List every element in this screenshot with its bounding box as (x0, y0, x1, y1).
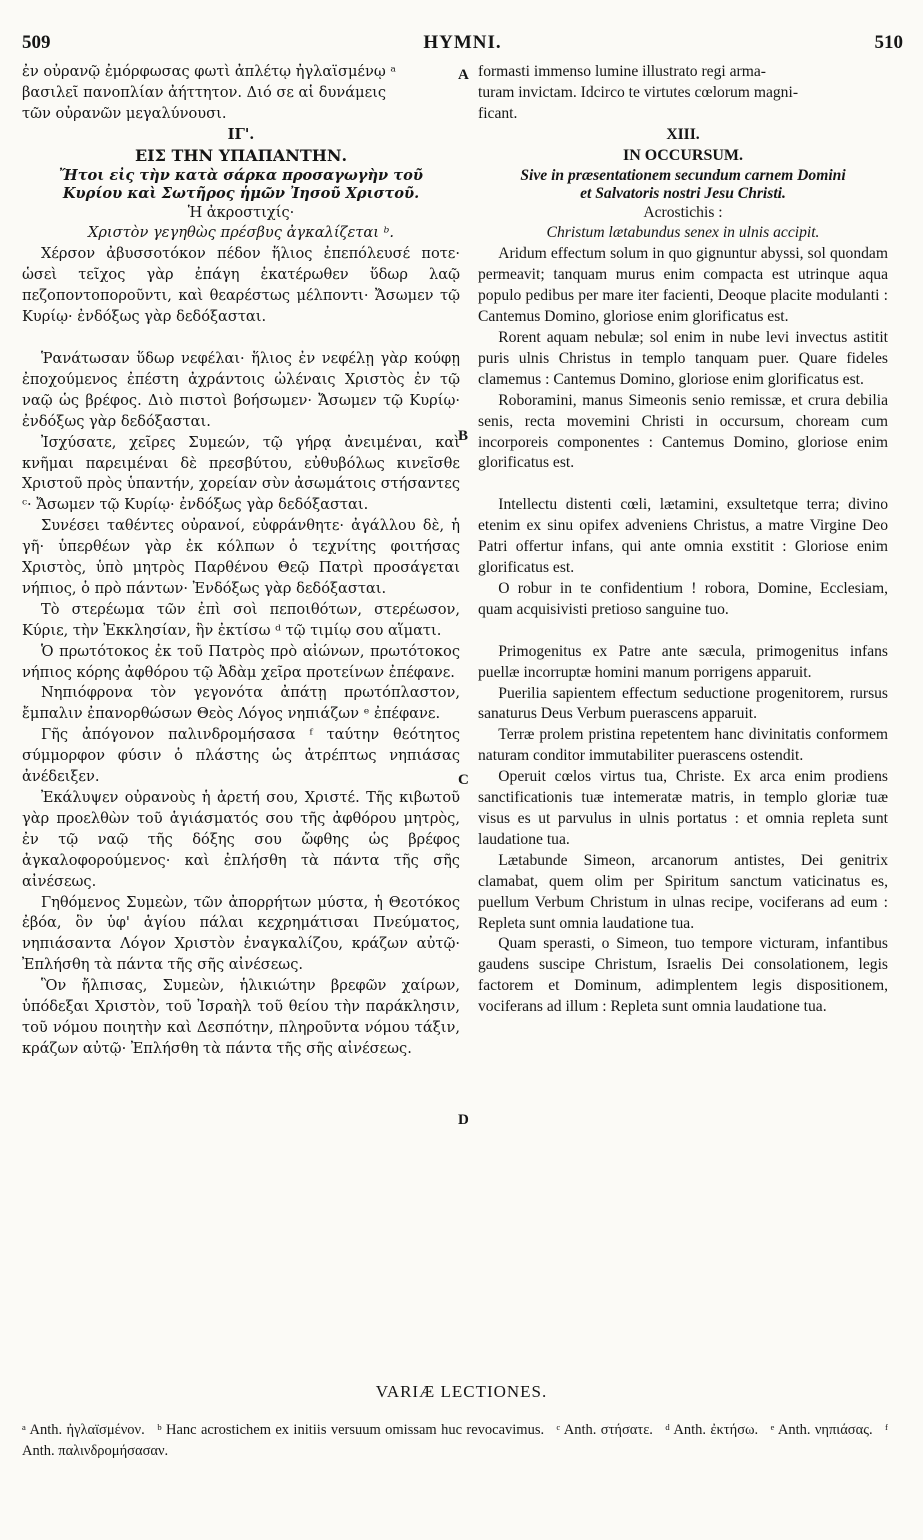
greek-verse: Γηθόμενος Συμεὼν, τῶν ἀπορρήτων μύστα, ἡ Θεοτόκος ἐβόα, ὃν ὑφ' ἁγίου πάλαι κεχρημάτισαι Πνεύματος, νηπιάσαντα Λόγον Χριστὸν ἐναγκαλίζου, κράζων αὐτῷ· Ἐπλήσθη τὰ πάντα τῆς σῆς αἰνέσεως. (22, 893, 460, 974)
latin-verse: Lætabunde Simeon, arcanorum antistes, Dei genitrix clamabat, quem olim per Spiritum sanctum vaticinatus es, puellum Verbum Christum in ulnas recipe, vociferans ad eum : Repleta sunt omnia laudatione tua. (478, 851, 888, 932)
greek-column (22, 62, 460, 1060)
latin-verse: Roboramini, manus Simeonis senio remissæ, et crura debilia senis, recta movemini Christi in occursum, choream cum incorporeis componentes : Cantemus Domino, gloriose enim glorificatus est. (478, 391, 888, 472)
footnote: ᵇ Hanc acrostichem ex initiis versuum omissam huc revocavimus. (157, 1422, 545, 1438)
greek-verse: Τὸ στερέωμα τῶν ἐπὶ σοὶ πεποιθότων, στερέωσον, Κύριε, τὴν Ἐκκλησίαν, ἣν ἐκτίσω ᵈ τῷ τιμίῳ σου αἵματι. (22, 600, 460, 639)
greek-acrostic: Χριστὸν γεγηθὼς πρέσβυς ἀγκαλίζεται ᵇ. (87, 224, 395, 242)
greek-verse: Ὁ πρωτότοκος ἐκ τοῦ Πατρὸς πρὸ αἰώνων, πρωτότοκος νήπιος κόρης ἀφθόρου τῷ Ἀδὰμ χεῖρα προτείνων ἐπέφανε. (22, 642, 460, 681)
latin-verse: Operuit cœlos virtus tua, Christe. Ex arca enim prodiens sanctificationis tuæ intemeratæ matris, in templo gloriæ tuæ visus es ut parvulus in ulnis portatus : et omnia repleta sunt laudatione tua. (478, 768, 888, 848)
footnote: ᶜ Anth. στήσατε. (556, 1422, 653, 1438)
greek-acrostic-label: Ἡ ἀκροστιχίς· (187, 203, 295, 221)
variae-lectiones-heading: VARIÆ LECTIONES. (375, 1382, 548, 1401)
latin-verse: Terræ prolem pristina repetentem hanc divinitatis conformem naturam conditor immutabiliter puerascens ostendit. (478, 726, 888, 765)
latin-verse: Primogenitus ex Patre ante sæcula, primogenitus infans puellæ incorruptæ homini manum porrigens apparuit. (478, 642, 888, 681)
latin-acrostic-label: Acrostichis : (643, 203, 723, 221)
margin-letter-c: C (458, 772, 469, 788)
latin-verse: Rorent aquam nebulæ; sol enim in nube levi invectus astitit puris ulnis Christus in templo tanquam puer. Quare fideles clamemus : Cantemus Domino, gloriose enim glorificatus est. (478, 328, 888, 388)
greek-verse: Γῆς ἀπόγονον παλινδρομήσασα ᶠ ταύτην θεότητος σύμμορφον φύσιν ὁ πλάστης ὡς ἀτρέπτως νηπιάσας ἀνέδειξεν. (22, 726, 460, 786)
page-header (22, 32, 903, 60)
page-number-right: 510 (874, 32, 903, 53)
footnote: ᵃ Anth. ἠγλαϊσμένον. (22, 1422, 145, 1438)
margin-letter-a: A (458, 67, 469, 83)
latin-acrostic: Christum lætabundus senex in ulnis accipit. (546, 224, 820, 242)
greek-hymn-title: ΕΙΣ ΤΗΝ ΥΠΑΠΑΝΤΗΝ. (134, 145, 348, 165)
margin-letter-d: D (458, 1112, 469, 1128)
latin-intro-line: turam invictam. Idcirco te virtutes cœlorum magni- (478, 83, 799, 101)
greek-verse: Ἐκάλυψεν οὐρανοὺς ἡ ἀρετή σου, Χριστέ. Τῆς κιβωτοῦ γὰρ προελθὼν τοῦ ἁγιάσματός σου τῆς ἀφθόρου μητρὸς, ἐν τῷ ναῷ τῆς δόξης σου ὤφθης ὡς βρέφος ἀγκαλοφορούμενος· καὶ ἐπλήσθη τὰ πάντα τῆς σῆς αἰνέσεως. (22, 789, 460, 890)
footnote: ᵈ Anth. ἐκτήσω. (665, 1422, 759, 1438)
greek-intro-line: βασιλεῖ πανοπλίαν ἀήττητον. Διό σε αἱ δυνάμεις (22, 83, 387, 101)
greek-subtitle: Κυρίου καὶ Σωτῆρος ἡμῶν Ἰησοῦ Χριστοῦ. (62, 184, 420, 202)
greek-verse: Ῥανάτωσαν ὕδωρ νεφέλαι· ἥλιος ἐν νεφέλῃ γὰρ κούφῃ ἐποχούμενος ἐπέστη ἀχράντοις ὠλέναις Χριστὸς ἐν τῷ ναῷ ὡς βρέφος. Διὸ πιστοὶ βοήσωμεν· Ἄσωμεν τῷ Κυρίῳ· ἐνδόξως γὰρ δεδόξασται. (22, 349, 460, 430)
latin-subtitle: Sive in præsentationem secundum carnem Domini (520, 166, 846, 184)
greek-verse: Συνέσει ταθέντες οὐρανοί, εὐφράνθητε· ἀγάλλου δὲ, ἡ γῆ· ὑπερθέων γὰρ ἐκ κόλπων ὁ τεχνίτης φοιτήσας Χριστὸς, ὑπὸ μητρὸς Παρθένου Θεῷ Πατρὶ προσάγεται νήπιος, ὁ πρὸ πάντων· Ἐνδόξως γὰρ δεδόξασται. (22, 517, 460, 597)
latin-hymn-title: IN OCCURSUM. (623, 146, 743, 164)
footnote: ᵉ Anth. νηπιάσας. (770, 1422, 873, 1438)
greek-verse: Νηπιόφρονα τὸν γεγονότα ἀπάτῃ πρωτόπλαστον, ἔμπαλιν ἐπανορθώσων Θεὸς Λόγος νηπιάζων ᵉ ἐπέφανε. (22, 684, 460, 723)
greek-verse: Χέρσον ἀβυσσοτόκον πέδον ἥλιος ἐπεπόλευσέ ποτε· ὡσεὶ τεῖχος γὰρ ἐπάγη ἑκατέρωθεν ὕδωρ λαῷ πεζοποντοποροῦντι, καὶ θεαρέστως μέλποντι· Ἄσωμεν τῷ Κυρίῳ· ἐνδόξως γὰρ δεδόξασται. (22, 245, 460, 326)
latin-verse: Puerilia sapientem effectum seductione progenitorem, rursus sanaturus Deus Verbum puerascens apparuit. (478, 684, 888, 723)
running-title: HYMNI. (423, 32, 502, 53)
margin-letter-b: B (458, 428, 469, 444)
latin-verse: Quam sperasti, o Simeon, tuo tempore victuram, infantibus gaudens suscipe Christum, Israelis Dei consolationem, legis factorem et Dominum, adimplentem legis dispositionem, vociferans ad illum : Repleta sunt omnia laudatione tua. (478, 935, 888, 1016)
latin-verse: Aridum effectum solum in quo gignuntur abyssi, sol quondam permeavit; tanquam murus enim compacta est utrinque aqua populo pedibus per mare iter facienti, Deoque placite modulanti : Cantemus Domino, gloriose enim glorificatus est. (478, 245, 888, 326)
greek-intro-line: τῶν οὐρανῶν μεγαλύνουσι. (22, 104, 227, 122)
latin-verse: O robur in te confidentium ! robora, Domine, Ecclesiam, quam acquisivisti pretioso sanguine tuo. (478, 579, 888, 618)
latin-intro-line: ficant. (478, 104, 518, 122)
greek-verse: Ὃν ἤλπισας, Συμεὼν, ἡλικιώτην βρεφῶν χαίρων, ὑπόδεξαι Χριστὸν, τοῦ Ἰσραὴλ τοῦ θείου τὴν παράκλησιν, τοῦ νόμου ποιητὴν καὶ Δεσπότην, πληροῦντα νόμου τάξιν, κράζων αὐτῷ· Ἐπλήσθη τὰ πάντα τῆς σῆς αἰνέσεως. (22, 977, 460, 1057)
greek-intro-line: ἐν οὐρανῷ ἐμόρφωσας φωτὶ ἀπλέτῳ ἠγλαϊσμένῳ ᵃ (22, 63, 397, 80)
latin-subtitle: et Salvatoris nostri Jesu Christi. (580, 184, 786, 202)
latin-intro-line: formasti immenso lumine illustrato regi arma- (478, 63, 766, 80)
latin-verse: Intellectu distenti cœli, lætamini, exsultetque terra; divino etenim ex sinu opifex adveniens Christus, a matre Virgine Deo Patri offertur infans, qui ante omnia exstitit : Gloriose enim glorificatus est. (478, 496, 888, 577)
page-number-left: 509 (22, 32, 51, 53)
latin-hymn-numeral: XIII. (666, 125, 700, 143)
greek-subtitle: Ἤτοι εἰς τὴν κατὰ σάρκα προσαγωγὴν τοῦ (59, 166, 423, 184)
latin-column (478, 62, 888, 1018)
footnotes (22, 1420, 888, 1462)
footnote: ᶠ Anth. παλινδρομήσασαν. (22, 1422, 888, 1459)
greek-verse: Ἰσχύσατε, χεῖρες Συμεών, τῷ γήρᾳ ἀνειμέναι, καὶ κνῆμαι παρειμέναι δὲ πρεσβύτου, εὐθυβόλως κινεῖσθε Χριστοῦ πρὸς ὑπαντήν, χορείαν σὺν ἀσωμάτοις στήσαντες ᶜ· Ἄσωμεν τῷ Κυρίῳ· ἐνδόξως γὰρ δεδόξασται. (22, 433, 460, 514)
greek-hymn-numeral: ΙΓ'. (227, 125, 255, 143)
